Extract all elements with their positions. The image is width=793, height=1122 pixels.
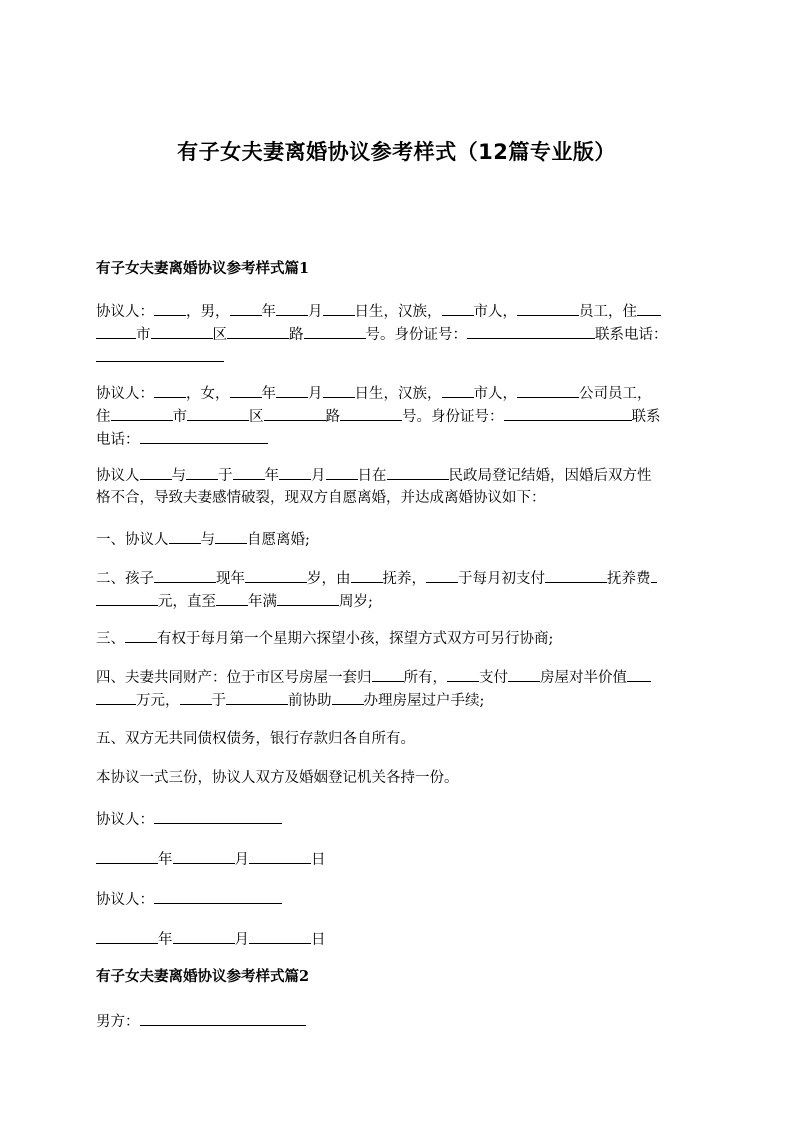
item-2 (96, 567, 701, 613)
blank[interactable] (467, 323, 595, 339)
blank[interactable] (504, 405, 632, 421)
signature-blank[interactable] (154, 888, 282, 904)
blank[interactable] (125, 627, 157, 643)
text: 所有， (403, 670, 447, 686)
text: 现年 (216, 571, 245, 587)
text: 月 (308, 386, 323, 402)
blank[interactable] (279, 464, 311, 480)
blank[interactable] (180, 689, 212, 705)
blank[interactable] (226, 689, 288, 705)
blank[interactable] (249, 848, 311, 864)
text: 办理房屋过户手续; (363, 693, 485, 709)
text: 支付 (479, 670, 508, 686)
text: 男方： (96, 1014, 140, 1030)
text: 月 (311, 468, 326, 484)
blank[interactable] (517, 382, 579, 398)
blank[interactable] (96, 323, 136, 339)
text: 万元， (136, 693, 180, 709)
blank[interactable] (651, 567, 657, 583)
text: 格不合，导致夫妻感情破裂，现双方自愿离婚，并达成离婚协议如下： (96, 490, 546, 506)
section2-heading: 有子女夫妻离婚协议参考样式篇2 (96, 968, 310, 985)
text: 与 (200, 532, 215, 548)
text: 月 (308, 304, 323, 320)
blank[interactable] (264, 405, 326, 421)
copies-note: 本协议一式三份，协议人双方及婚姻登记机关各持一份。 (96, 770, 459, 786)
blank[interactable] (627, 666, 651, 682)
text: 协议人： (96, 304, 154, 320)
blank[interactable] (323, 300, 355, 316)
blank[interactable] (508, 666, 540, 682)
section1-heading: 有子女夫妻离婚协议参考样式篇1 (96, 260, 310, 277)
blank[interactable] (96, 689, 136, 705)
party1-paragraph (96, 300, 701, 369)
blank[interactable] (154, 567, 216, 583)
text: 日在 (357, 468, 387, 484)
date-line-2 (96, 928, 701, 951)
blank[interactable] (96, 848, 158, 864)
blank[interactable] (545, 567, 607, 583)
text: 号。身份证号： (365, 327, 467, 343)
blank[interactable] (351, 567, 383, 583)
text: 自愿离婚; (247, 532, 310, 548)
blank[interactable] (173, 928, 235, 944)
text: 日 (311, 852, 326, 868)
item-3 (96, 627, 701, 650)
text: 路 (325, 409, 340, 425)
blank[interactable] (151, 323, 213, 339)
text: 民政局登记结婚，因婚后双方性 (448, 468, 652, 484)
text: 月 (234, 852, 249, 868)
blank[interactable] (215, 528, 247, 544)
text: 年 (261, 386, 276, 402)
blank[interactable] (387, 464, 449, 480)
text: 有权于每月第一个星期六探望小孩，探望方式双方可另行协商; (157, 631, 554, 647)
text: 协议人： (96, 892, 154, 908)
blank[interactable] (227, 323, 289, 339)
text: 月 (234, 932, 249, 948)
blank[interactable] (96, 928, 158, 944)
text: 年 (264, 468, 279, 484)
blank[interactable] (111, 405, 173, 421)
text: 于每月初支付 (458, 571, 545, 587)
text: 电话： (96, 432, 140, 448)
text: 市 (136, 327, 151, 343)
text: 二、孩子 (96, 571, 154, 587)
text: ，女， (186, 386, 230, 402)
blank[interactable] (140, 428, 268, 444)
blank[interactable] (233, 464, 265, 480)
document-title: 有子女夫妻离婚协议参考样式（12篇专业版） (177, 140, 616, 164)
text: 于 (218, 468, 233, 484)
text: 岁，由 (307, 571, 351, 587)
blank[interactable] (230, 300, 262, 316)
text: 年 (261, 304, 276, 320)
blank[interactable] (96, 346, 224, 362)
date-line-1 (96, 848, 701, 871)
party2-paragraph (96, 382, 701, 451)
text: 房屋对半价值 (540, 670, 627, 686)
text: 区 (249, 409, 264, 425)
text: 员工，住 (579, 304, 637, 320)
text: 三、 (96, 631, 125, 647)
blank[interactable] (326, 464, 358, 480)
text: 年满 (248, 594, 277, 610)
item-1 (96, 528, 701, 551)
signature-line-2 (96, 888, 701, 911)
blank[interactable] (245, 567, 307, 583)
blank[interactable] (154, 382, 186, 398)
blank[interactable] (140, 1010, 306, 1026)
male-party-line (96, 1010, 701, 1033)
item-4 (96, 666, 701, 712)
blank[interactable] (154, 300, 186, 316)
text: 区 (212, 327, 227, 343)
blank[interactable] (442, 382, 474, 398)
text: 住 (96, 409, 111, 425)
text: 年 (158, 932, 173, 948)
blank[interactable] (276, 300, 308, 316)
blank[interactable] (323, 382, 355, 398)
text: 抚养， (382, 571, 426, 587)
text: 前协助 (288, 693, 332, 709)
text: 日生，汉族， (354, 304, 442, 320)
blank[interactable] (230, 382, 262, 398)
text: 市人， (473, 386, 517, 402)
text: 联系 (631, 409, 661, 425)
intro-paragraph (96, 464, 701, 509)
blank[interactable] (277, 590, 339, 606)
text: 公司员工， (579, 386, 652, 402)
text: 市 (172, 409, 187, 425)
text: ，男， (186, 304, 230, 320)
blank[interactable] (186, 464, 218, 480)
blank[interactable] (442, 300, 474, 316)
text: 市人， (473, 304, 517, 320)
text: 四、夫妻共同财产：位于市区号房屋一套归 (96, 670, 372, 686)
text: 日 (311, 932, 326, 948)
text: 一、协议人 (96, 532, 169, 548)
blank[interactable] (447, 666, 479, 682)
text: 元，直至 (158, 594, 216, 610)
signature-line-1 (96, 808, 701, 831)
item-5: 五、双方无共同债权债务，银行存款归各自所有。 (96, 731, 415, 747)
text: 联系电话： (595, 327, 668, 343)
text: 日生，汉族， (354, 386, 442, 402)
text: 路 (289, 327, 304, 343)
blank[interactable] (517, 300, 579, 316)
blank[interactable] (249, 928, 311, 944)
text: 协议人： (96, 386, 154, 402)
text: 于 (211, 693, 226, 709)
blank[interactable] (340, 405, 402, 421)
blank[interactable] (216, 590, 248, 606)
blank[interactable] (276, 382, 308, 398)
blank[interactable] (426, 567, 458, 583)
blank[interactable] (96, 590, 158, 606)
blank[interactable] (332, 689, 364, 705)
text: 与 (171, 468, 186, 484)
text: 协议人 (96, 468, 140, 484)
blank[interactable] (372, 666, 404, 682)
blank[interactable] (140, 464, 172, 480)
blank[interactable] (169, 528, 201, 544)
text: 协议人： (96, 812, 154, 828)
blank[interactable] (304, 323, 366, 339)
text: 年 (158, 852, 173, 868)
blank[interactable] (173, 848, 235, 864)
blank[interactable] (187, 405, 249, 421)
text: 周岁; (339, 594, 373, 610)
blank[interactable] (637, 300, 661, 316)
signature-blank[interactable] (154, 808, 282, 824)
text: 抚养费 (607, 571, 651, 587)
text: 号。身份证号： (402, 409, 504, 425)
